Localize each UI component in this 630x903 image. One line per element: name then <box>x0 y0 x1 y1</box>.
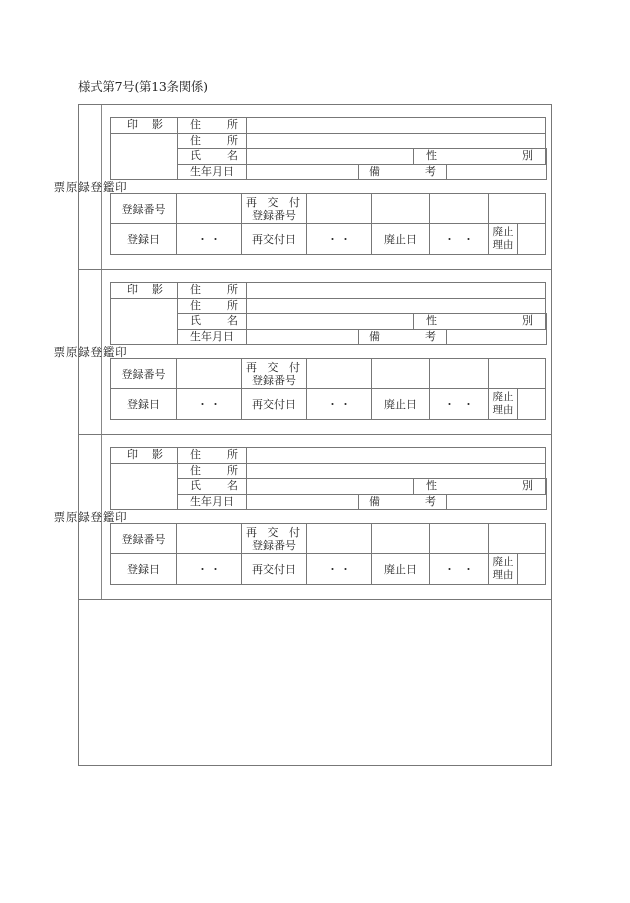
reissue-reg-number-field[interactable] <box>307 359 372 389</box>
abolish-date-label: 廃止日 <box>372 224 430 255</box>
remarks-label: 備 考 <box>359 164 447 180</box>
section-side-column <box>52 105 128 269</box>
reg-number-label: 登録番号 <box>111 359 177 389</box>
birthdate-field[interactable] <box>247 494 359 510</box>
name-field[interactable] <box>247 479 414 495</box>
address1-field[interactable] <box>247 448 546 464</box>
name-label: 氏 名 <box>178 149 247 165</box>
birthdate-field[interactable] <box>247 329 359 345</box>
reg-date-label: 登録日 <box>111 224 177 255</box>
gender-field[interactable] <box>546 149 547 165</box>
abolish-date-field[interactable]: ・ ・ <box>430 554 489 585</box>
gender-label: 性 別 <box>414 149 546 165</box>
personal-info-table <box>110 117 547 180</box>
seal-impression-area[interactable] <box>111 298 178 345</box>
remarks-field[interactable] <box>447 329 547 345</box>
abolish-reason-field[interactable] <box>518 224 546 255</box>
seal-impression-label: 印 影 <box>111 118 178 134</box>
blank-cell-2[interactable] <box>430 524 489 554</box>
gender-label: 性 別 <box>414 314 546 330</box>
seal-impression-area[interactable] <box>111 133 178 180</box>
gender-label: 性 別 <box>414 479 546 495</box>
reg-date-field[interactable]: ・ ・ <box>177 389 242 420</box>
name-field[interactable] <box>247 314 414 330</box>
address1-label: 住 所 <box>178 448 247 464</box>
reissue-date-label: 再交付日 <box>242 554 307 585</box>
address2-field[interactable] <box>247 298 546 314</box>
abolish-reason-field[interactable] <box>518 554 546 585</box>
birthdate-label: 生年月日 <box>178 329 247 345</box>
reissue-reg-number-field[interactable] <box>307 524 372 554</box>
reissue-reg-number-label: 再 交 付 登録番号 <box>242 194 307 224</box>
register-section-2 <box>52 270 551 435</box>
address2-field[interactable] <box>247 133 546 149</box>
personal-info-table <box>110 447 547 510</box>
registration-table <box>110 358 546 420</box>
reissue-reg-number-label: 再 交 付 登録番号 <box>242 524 307 554</box>
address2-label: 住 所 <box>178 133 247 149</box>
seal-impression-label: 印 影 <box>111 283 178 299</box>
section-label-vertical: 印 鑑 登 録 原 票 <box>52 511 128 523</box>
section-label-vertical: 印 鑑 登 録 原 票 <box>52 346 128 358</box>
register-section-1 <box>52 105 551 270</box>
reissue-date-field[interactable]: ・ ・ <box>307 554 372 585</box>
abolish-reason-label: 廃止 理由 <box>489 224 518 255</box>
birthdate-label: 生年月日 <box>178 164 247 180</box>
blank-cell-2[interactable] <box>430 359 489 389</box>
reissue-date-field[interactable]: ・ ・ <box>307 224 372 255</box>
blank-cell-3[interactable] <box>489 524 546 554</box>
reissue-date-field[interactable]: ・ ・ <box>307 389 372 420</box>
name-label: 氏 名 <box>178 479 247 495</box>
address1-label: 住 所 <box>178 283 247 299</box>
register-frame <box>52 104 552 766</box>
blank-cell-1[interactable] <box>372 194 430 224</box>
blank-area <box>79 600 551 765</box>
reg-date-field[interactable]: ・ ・ <box>177 224 242 255</box>
abolish-date-label: 廃止日 <box>372 389 430 420</box>
reissue-reg-number-label: 再 交 付 登録番号 <box>242 359 307 389</box>
remarks-field[interactable] <box>447 494 547 510</box>
reg-number-field[interactable] <box>177 524 242 554</box>
registration-table <box>110 523 546 585</box>
gender-field[interactable] <box>546 314 547 330</box>
abolish-reason-label: 廃止 理由 <box>489 554 518 585</box>
reg-date-label: 登録日 <box>111 389 177 420</box>
abolish-reason-label: 廃止 理由 <box>489 389 518 420</box>
birthdate-label: 生年月日 <box>178 494 247 510</box>
blank-cell-3[interactable] <box>489 359 546 389</box>
remarks-label: 備 考 <box>359 329 447 345</box>
reg-date-label: 登録日 <box>111 554 177 585</box>
address1-field[interactable] <box>247 118 546 134</box>
reg-number-label: 登録番号 <box>111 524 177 554</box>
register-section-3 <box>52 435 551 600</box>
reissue-reg-number-field[interactable] <box>307 194 372 224</box>
reg-number-field[interactable] <box>177 194 242 224</box>
reissue-date-label: 再交付日 <box>242 224 307 255</box>
address2-label: 住 所 <box>178 298 247 314</box>
abolish-date-label: 廃止日 <box>372 554 430 585</box>
registration-table <box>110 193 546 255</box>
birthdate-field[interactable] <box>247 164 359 180</box>
reg-date-field[interactable]: ・ ・ <box>177 554 242 585</box>
seal-impression-area[interactable] <box>111 463 178 510</box>
blank-cell-2[interactable] <box>430 194 489 224</box>
reissue-date-label: 再交付日 <box>242 389 307 420</box>
section-side-column <box>52 435 128 599</box>
section-label-vertical: 印 鑑 登 録 原 票 <box>52 181 128 193</box>
address1-label: 住 所 <box>178 118 247 134</box>
remarks-field[interactable] <box>447 164 547 180</box>
blank-cell-1[interactable] <box>372 524 430 554</box>
remarks-label: 備 考 <box>359 494 447 510</box>
name-label: 氏 名 <box>178 314 247 330</box>
blank-cell-3[interactable] <box>489 194 546 224</box>
section-side-column <box>52 270 128 434</box>
seal-impression-label: 印 影 <box>111 448 178 464</box>
abolish-date-field[interactable]: ・ ・ <box>430 389 489 420</box>
name-field[interactable] <box>247 149 414 165</box>
blank-cell-1[interactable] <box>372 359 430 389</box>
address2-label: 住 所 <box>178 463 247 479</box>
address2-field[interactable] <box>247 463 546 479</box>
abolish-date-field[interactable]: ・ ・ <box>430 224 489 255</box>
address1-field[interactable] <box>247 283 546 299</box>
gender-field[interactable] <box>546 479 547 495</box>
personal-info-table <box>110 282 547 345</box>
reg-number-field[interactable] <box>177 359 242 389</box>
document-title: 様式第7号(第13条関係) <box>78 79 208 94</box>
abolish-reason-field[interactable] <box>518 389 546 420</box>
reg-number-label: 登録番号 <box>111 194 177 224</box>
